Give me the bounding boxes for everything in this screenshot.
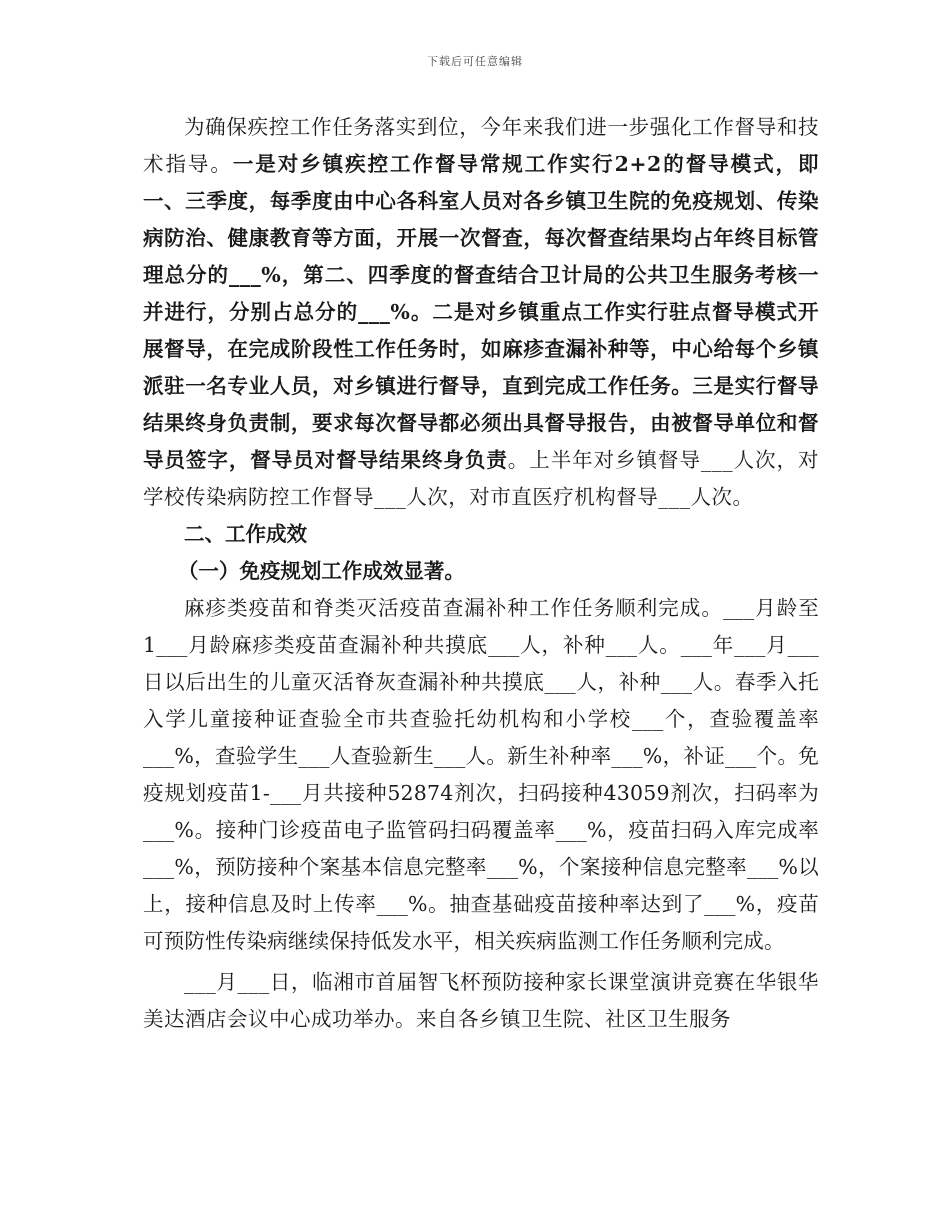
page-header: 下载后可任意编辑 — [427, 55, 523, 68]
document-body — [143, 109, 819, 1038]
paragraph-competition: ___月___日，临湘市首届智飞杯预防接种家长课堂演讲竞赛在华银华美达酒店会议中心成功举办。来自各乡镇卫生院、社区卫生服务 — [143, 970, 819, 1031]
paragraph-bold-measures: 一是对乡镇疾控工作督导常规工作实行2+2的督导模式，即一、三季度，每季度由中心各科室人员对各乡镇卫生院的免疫规划、传染病防治、健康教育等方面，开展一次督查，每次督查结果均占年终目标管理总分的___%，第二、四季度的督查结合卫计局的公共卫生服务考核一并进行，分别占总分的___%。二是对乡镇重点工作实行驻点督导模式开展督导，在完成阶段性工作任务时，如麻疹查漏补种等，中心给每个乡镇派驻一名专业人员，对乡镇进行督导，直到完成工作任务。三是实行督导结果终身负责制，要求每次督导都必须出具督导报告，由被督导单位和督导员签字，督导员对督导结果终身负责 — [143, 152, 819, 472]
sub-heading: （一）免疫规划工作成效显著。 — [177, 559, 465, 583]
section-heading: 二、工作成效 — [184, 522, 307, 546]
paragraph-lead: 为确保疾控工作任务落实到位，今年来我们进一步强化工作督导和技术指导。 — [143, 115, 819, 176]
paragraph-immunization: 麻疹类疫苗和脊类灭活疫苗查漏补种工作任务顺利完成。___月龄至1___月龄麻疹类疫苗查漏补种共摸底___人，补种___人。___年___月___日以后出生的儿童灭活脊灰查漏补种共摸底___人，补种___人。春季入托入学儿童接种证查验全市共查验托幼机构和小学校___个，查验覆盖率___%，查验学生___人查验新生___人。新生补种率___%，补证___个。免疫规划疫苗1-___月共接种52874剂次，扫码接种43059剂次，扫码率为___%。接种门诊疫苗电子监管码扫码覆盖率___%，疫苗扫码入库完成率___%，预防接种个案基本信息完整率___%，个案接种信息完整率___%以上，接种信息及时上传率___%。抽查基础疫苗接种率达到了___%，疫苗可预防性传染病继续保持低发水平，相关疾病监测工作任务顺利完成。 — [143, 596, 819, 953]
paragraph-supervision — [143, 109, 819, 516]
paragraph-tail: 。上半年对乡镇督导___人次，对学校传染病防控工作督导___人次，对市直医疗机构督导___人次。 — [143, 448, 820, 509]
